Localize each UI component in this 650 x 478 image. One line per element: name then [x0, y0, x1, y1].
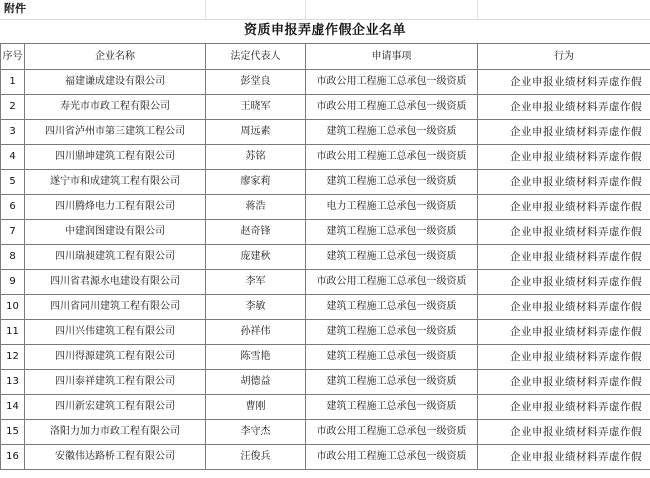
cell-application: 建筑工程施工总承包一级资质 [306, 370, 478, 395]
column-header-behavior: 行为 [478, 44, 650, 70]
cell-company: 四川得源建筑工程有限公司 [25, 345, 206, 370]
cell-application: 市政公用工程施工总承包一级资质 [306, 95, 478, 120]
attachment-row [0, 0, 650, 20]
cell-company: 洛阳力加力市政工程有限公司 [25, 420, 206, 445]
cell-company: 四川瑞昶建筑工程有限公司 [25, 245, 206, 270]
cell-company: 四川省同川建筑工程有限公司 [25, 295, 206, 320]
cell-index: 11 [1, 320, 25, 345]
cell-index: 9 [1, 270, 25, 295]
cell-behavior: 企业申报业绩材料弄虚作假 [478, 370, 650, 395]
cell-index: 5 [1, 170, 25, 195]
cell-application: 市政公用工程施工总承包一级资质 [306, 420, 478, 445]
page-title: 资质申报弄虚作假企业名单 [243, 23, 406, 38]
cell-company: 四川兴伟建筑工程有限公司 [25, 320, 206, 345]
cell-representative: 廖家莉 [206, 170, 306, 195]
cell-index: 4 [1, 145, 25, 170]
cell-representative: 汪俊兵 [206, 445, 306, 470]
cell-representative: 胡德益 [206, 370, 306, 395]
table-row [1, 220, 650, 245]
cell-behavior: 企业申报业绩材料弄虚作假 [478, 320, 650, 345]
table-row [1, 270, 650, 295]
table-row [1, 145, 650, 170]
cell-company: 四川泰祥建筑工程有限公司 [25, 370, 206, 395]
cell-behavior: 企业申报业绩材料弄虚作假 [478, 245, 650, 270]
cell-representative: 李守杰 [206, 420, 306, 445]
cell-company: 四川腾烽电力工程有限公司 [25, 195, 206, 220]
cell-representative: 赵奇锋 [206, 220, 306, 245]
table-row [1, 295, 650, 320]
cell-application: 建筑工程施工总承包一级资质 [306, 320, 478, 345]
company-table [0, 43, 650, 470]
table-header-row [1, 44, 650, 70]
cell-representative: 彭堂良 [206, 70, 306, 95]
table-row [1, 395, 650, 420]
cell-index: 13 [1, 370, 25, 395]
cell-index: 8 [1, 245, 25, 270]
table-row [1, 245, 650, 270]
cell-application: 市政公用工程施工总承包一级资质 [306, 270, 478, 295]
cell-index: 6 [1, 195, 25, 220]
table-row [1, 120, 650, 145]
cell-index: 12 [1, 345, 25, 370]
cell-application: 市政公用工程施工总承包一级资质 [306, 70, 478, 95]
cell-application: 市政公用工程施工总承包一级资质 [306, 445, 478, 470]
cell-behavior: 企业申报业绩材料弄虚作假 [478, 270, 650, 295]
table-row [1, 420, 650, 445]
cell-representative: 陈雪艳 [206, 345, 306, 370]
cell-behavior: 企业申报业绩材料弄虚作假 [478, 145, 650, 170]
cell-representative: 周远素 [206, 120, 306, 145]
cell-index: 10 [1, 295, 25, 320]
cell-behavior: 企业申报业绩材料弄虚作假 [478, 70, 650, 95]
cell-application: 建筑工程施工总承包一级资质 [306, 345, 478, 370]
cell-behavior: 企业申报业绩材料弄虚作假 [478, 95, 650, 120]
cell-behavior: 企业申报业绩材料弄虚作假 [478, 170, 650, 195]
cell-representative: 李军 [206, 270, 306, 295]
cell-application: 建筑工程施工总承包一级资质 [306, 170, 478, 195]
cell-representative: 苏铭 [206, 145, 306, 170]
column-header-company: 企业名称 [25, 44, 206, 70]
cell-company: 四川省泸州市第三建筑工程公司 [25, 120, 206, 145]
cell-behavior: 企业申报业绩材料弄虚作假 [478, 220, 650, 245]
attachment-label: 附件 [4, 2, 26, 15]
cell-application: 建筑工程施工总承包一级资质 [306, 120, 478, 145]
cell-application: 建筑工程施工总承包一级资质 [306, 295, 478, 320]
cell-application: 电力工程施工总承包一级资质 [306, 195, 478, 220]
cell-representative: 蒋浩 [206, 195, 306, 220]
cell-behavior: 企业申报业绩材料弄虚作假 [478, 195, 650, 220]
cell-application: 建筑工程施工总承包一级资质 [306, 245, 478, 270]
cell-index: 16 [1, 445, 25, 470]
grid-divider [205, 0, 206, 19]
cell-application: 建筑工程施工总承包一级资质 [306, 220, 478, 245]
column-header-application: 申请事项 [306, 44, 478, 70]
cell-company: 福建谦成建设有限公司 [25, 70, 206, 95]
cell-behavior: 企业申报业绩材料弄虚作假 [478, 395, 650, 420]
cell-index: 14 [1, 395, 25, 420]
cell-index: 2 [1, 95, 25, 120]
cell-index: 1 [1, 70, 25, 95]
cell-index: 3 [1, 120, 25, 145]
cell-application: 建筑工程施工总承包一级资质 [306, 395, 478, 420]
table-row [1, 95, 650, 120]
cell-company: 四川新宏建筑工程有限公司 [25, 395, 206, 420]
table-row [1, 370, 650, 395]
table-row [1, 345, 650, 370]
cell-representative: 曹刚 [206, 395, 306, 420]
column-header-representative: 法定代表人 [206, 44, 306, 70]
cell-behavior: 企业申报业绩材料弄虚作假 [478, 295, 650, 320]
cell-representative: 孙祥伟 [206, 320, 306, 345]
table-row [1, 70, 650, 95]
cell-index: 15 [1, 420, 25, 445]
cell-behavior: 企业申报业绩材料弄虚作假 [478, 120, 650, 145]
cell-representative: 王晓军 [206, 95, 306, 120]
table-row [1, 320, 650, 345]
cell-behavior: 企业申报业绩材料弄虚作假 [478, 345, 650, 370]
cell-behavior: 企业申报业绩材料弄虚作假 [478, 420, 650, 445]
cell-company: 四川省君源水电建设有限公司 [25, 270, 206, 295]
cell-company: 寿光市市政工程有限公司 [25, 95, 206, 120]
grid-divider [305, 0, 306, 19]
column-header-index: 序号 [1, 44, 25, 70]
cell-representative: 庞建秋 [206, 245, 306, 270]
cell-representative: 李敏 [206, 295, 306, 320]
grid-divider [477, 0, 478, 19]
cell-application: 市政公用工程施工总承包一级资质 [306, 145, 478, 170]
table-row [1, 170, 650, 195]
table-row [1, 445, 650, 470]
cell-company: 遂宁市和成建筑工程有限公司 [25, 170, 206, 195]
cell-behavior: 企业申报业绩材料弄虚作假 [478, 445, 650, 470]
cell-company: 中建润图建设有限公司 [25, 220, 206, 245]
cell-company: 四川鼎坤建筑工程有限公司 [25, 145, 206, 170]
cell-company: 安徽伟达路桥工程有限公司 [25, 445, 206, 470]
cell-index: 7 [1, 220, 25, 245]
table-row [1, 195, 650, 220]
